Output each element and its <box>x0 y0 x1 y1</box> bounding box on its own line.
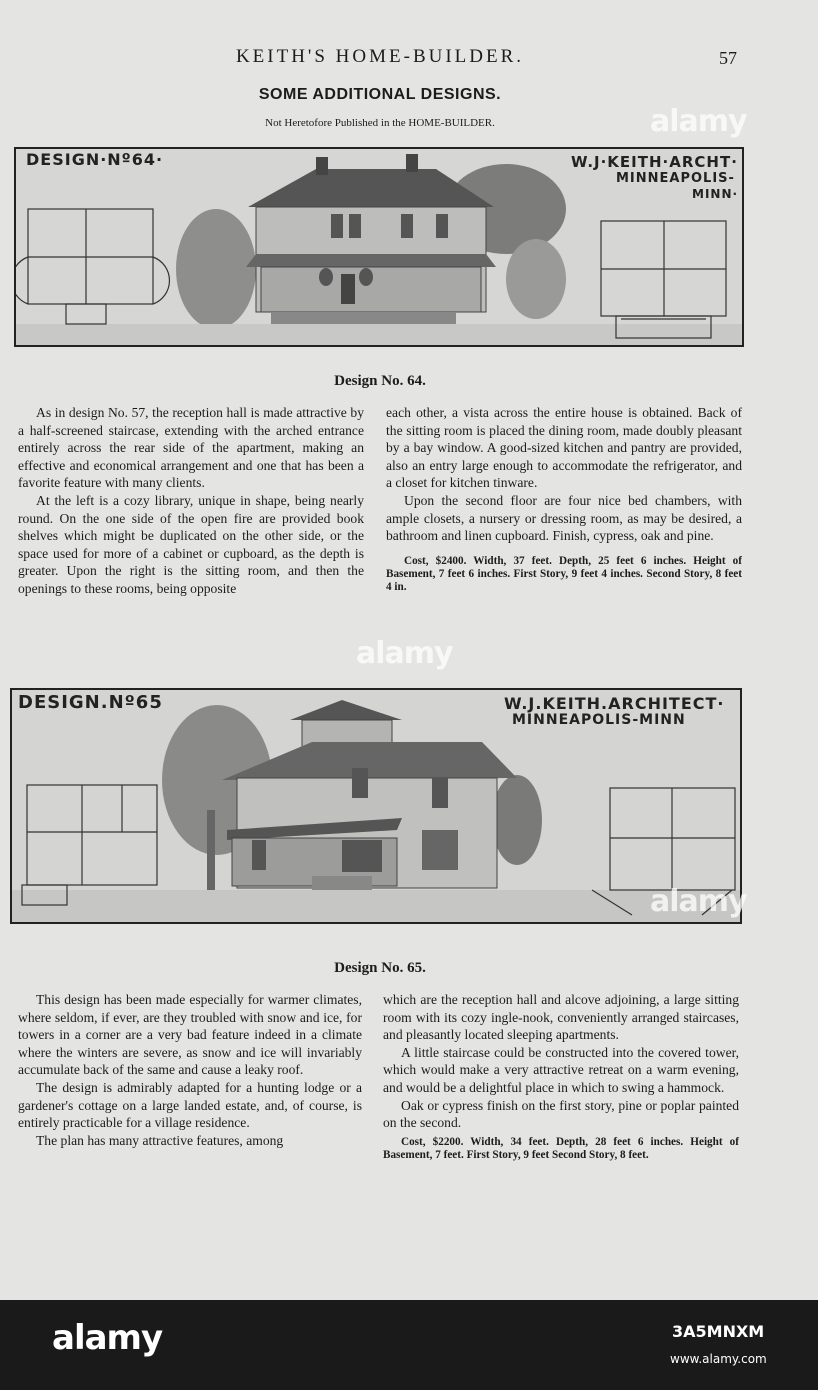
design-65-left-column <box>18 991 362 1149</box>
design-65-architect-line2: MINNEAPOLIS-MINN <box>512 712 686 728</box>
paragraph: This design has been made especially for warmer climates, where seldom, if ever, are they troubled with snow and ice, for towers in a corner are a very bad feature indeed in a climate where the winters are severe, as snow and ice will invariably accumulate back of the same and cause a leaky roof. <box>18 992 362 1078</box>
design-64-architect-line1: W.J·KEITH·ARCHT· <box>571 153 738 171</box>
stock-logo: alamy <box>52 1318 163 1358</box>
design-64-architect-line2: MINNEAPOLIS- <box>616 171 735 186</box>
paragraph: Upon the second floor are four nice bed chambers, with ample closets, a nursery or dressing room, as may be desired, a bathroom and linen cupboard. Finish, cypress, oak and pine. <box>386 492 742 544</box>
design-64-architect-line3: MINN· <box>692 187 739 201</box>
paragraph: As in design No. 57, the reception hall is made attractive by a half-screened staircase, extending with the arched entrance entirely across the rear side of the apartment, making an effective and economical arrangement and one that has been a favorite feature with many clients. <box>18 405 364 491</box>
design-64-plate-title: DESIGN·Nº64· <box>26 150 164 169</box>
design-64-illustration <box>14 147 744 347</box>
paragraph: which are the reception hall and alcove adjoining, a large sitting room with its cozy ingle-nook, conveniently arranged staircases, and pleasantly located sleeping apartments. <box>383 992 739 1043</box>
paragraph: each other, a vista across the entire house is obtained. Back of the sitting room is placed the dining room, made doubly pleasant by a bay window. A good-sized kitchen and pantry are provided, also an entry large enough to accommodate the refrigerator, and a closet for kitchen tinware. <box>386 405 742 491</box>
design-65-plate-title: DESIGN.Nº65 <box>18 692 163 713</box>
design-65-heading: Design No. 65. <box>334 960 426 976</box>
running-title: KEITH'S HOME-BUILDER. <box>235 46 525 67</box>
watermark-bottom: alamy <box>650 884 747 919</box>
stock-url: www.alamy.com <box>670 1352 767 1366</box>
paragraph: A little staircase could be constructed into the covered tower, which would make a very attractive retreat on a warm evening, and would be a delightful place in which to swing a hammock. <box>383 1044 739 1095</box>
design-64-heading: Design No. 64. <box>334 373 426 389</box>
paragraph: The design is admirably adapted for a hunting lodge or a gardener's cottage on a large landed estate, and, of course, is entirely practicable for a village residence. <box>18 1079 362 1131</box>
design-65-architect-line1: W.J.KEITH.ARCHITECT· <box>504 694 725 713</box>
section-title: SOME ADDITIONAL DESIGNS. <box>258 86 502 103</box>
design-65-illustration <box>10 688 742 924</box>
paragraph: Oak or cypress finish on the first story, pine or poplar painted on the second. <box>383 1097 739 1131</box>
page-number: 57 <box>719 48 737 68</box>
paragraph: The plan has many attractive features, among <box>36 1132 284 1148</box>
design-64-right-column <box>386 404 742 594</box>
design-64-left-column <box>18 404 364 598</box>
paragraph: At the left is a cozy library, unique in shape, being nearly round. On the one side of the open fire are provided book shelves which might be duplicated on the other side, or the space used for more of a cabinet or cupboard, as the depth is greater. Upon the right is the sitting room, and then the openings to these rooms, being opposite <box>18 492 364 596</box>
watermark-top: alamy <box>650 104 747 139</box>
design-65-right-column <box>383 991 739 1162</box>
section-subtitle: Not Heretofore Published in the HOME-BUILDER. <box>265 117 495 129</box>
design-64-specs: Cost, $2400. Width, 37 feet. Depth, 25 feet 6 inches. Height of Basement, 7 feet 6 inches. First Story, 9 feet 4 inches. Second Story, 8 feet 4 in. <box>386 554 742 593</box>
design-65-specs: Cost, $2200. Width, 34 feet. Depth, 28 feet 6 inches. Height of Basement, 7 feet. First Story, 9 feet Second Story, 8 feet. <box>383 1135 739 1161</box>
stock-image-id: 3A5MNXM <box>672 1322 765 1341</box>
watermark-middle: alamy <box>356 636 453 671</box>
